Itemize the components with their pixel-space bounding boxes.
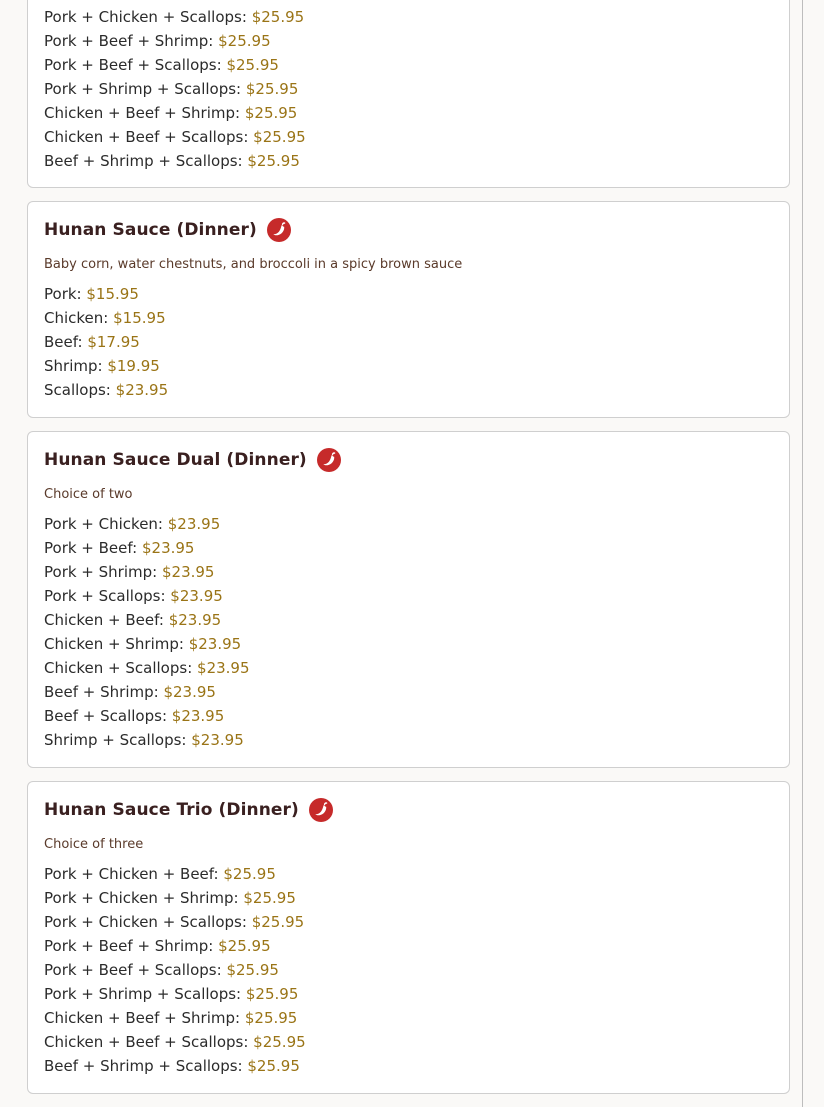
price-list [44,282,168,402]
price-list [44,512,250,752]
menu-item-label: Pork + Beef + Scallops: [44,961,222,979]
menu-item-price: $23.95 [170,587,223,605]
menu-item-price: $15.95 [113,309,166,327]
card-title: Hunan Sauce (Dinner) [44,220,257,240]
menu-item-label: Beef + Shrimp: [44,683,159,701]
menu-item-label: Chicken + Beef + Scallops: [44,128,249,146]
menu-item-price: $25.95 [226,961,279,979]
menu-item-label: Pork + Beef + Shrimp: [44,32,214,50]
menu-item [44,282,168,306]
menu-item [44,982,306,1006]
menu-item [44,354,168,378]
card-description: Choice of two [44,487,133,502]
menu-item-label: Chicken + Beef + Shrimp: [44,104,241,122]
menu-item-label: Chicken + Scallops: [44,659,193,677]
menu-item-label: Pork + Chicken: [44,515,163,533]
card-header [44,217,291,243]
menu-item-label: Pork + Shrimp + Scallops: [44,985,242,1003]
menu-item-price: $25.95 [244,104,298,122]
menu-item [44,536,250,560]
menu-item [44,608,250,632]
menu-item [44,862,306,886]
menu-item [44,330,168,354]
menu-item [44,101,306,125]
menu-item-price: $25.95 [244,1009,298,1027]
chili-pepper-icon [309,798,333,822]
menu-item-price: $23.95 [197,659,250,677]
menu-item [44,1054,306,1078]
card-header [44,447,341,473]
menu-item-price: $23.95 [167,515,221,533]
menu-item-price: $25.95 [218,32,271,50]
menu-item [44,5,306,29]
card-header [44,797,333,823]
menu-card-hunan-sauce [27,201,790,418]
menu-item-label: Pork + Chicken + Scallops: [44,8,247,26]
menu-item-label: Pork + Shrimp + Scallops: [44,80,242,98]
menu-item-label: Chicken + Shrimp: [44,635,184,653]
menu-item-label: Shrimp: [44,357,103,375]
menu-item-price: $25.95 [247,1057,300,1075]
menu-item-label: Pork + Beef + Scallops: [44,56,222,74]
menu-item-label: Pork + Chicken + Shrimp: [44,889,239,907]
menu-item-label: Pork + Chicken + Scallops: [44,913,247,931]
menu-item [44,1030,306,1054]
chili-pepper-icon [317,448,341,472]
menu-item [44,125,306,149]
menu-item-price: $25.95 [218,937,271,955]
menu-item [44,378,168,402]
menu-item-label: Beef + Scallops: [44,707,167,725]
menu-item-price: $25.95 [245,80,299,98]
scroll-divider [802,0,803,1107]
menu-item-label: Beef + Shrimp + Scallops: [44,1057,243,1075]
card-description: Baby corn, water chestnuts, and broccoli in a spicy brown sauce [44,257,463,272]
menu-item-price: $25.95 [245,985,299,1003]
menu-item-label: Chicken + Beef + Shrimp: [44,1009,241,1027]
menu-item [44,656,250,680]
menu-card-previous-trio [27,0,790,188]
menu-item [44,149,306,173]
menu-item-label: Beef: [44,333,83,351]
menu-item-price: $25.95 [253,1033,306,1051]
menu-item-price: $23.95 [161,563,215,581]
menu-item-label: Pork + Chicken + Beef: [44,865,219,883]
menu-card-hunan-sauce-dual [27,431,790,768]
menu-item-label: Pork + Beef: [44,539,138,557]
menu-item-price: $23.95 [141,539,195,557]
menu-item-label: Chicken + Beef: [44,611,164,629]
menu-item-price: $17.95 [87,333,140,351]
menu-item-label: Chicken: [44,309,109,327]
menu-item-label: Pork: [44,285,82,303]
menu-item [44,29,306,53]
menu-item [44,512,250,536]
card-title: Hunan Sauce Trio (Dinner) [44,800,299,820]
menu-item-price: $23.95 [171,707,225,725]
menu-item [44,680,250,704]
menu-item [44,632,250,656]
menu-item-price: $23.95 [163,683,216,701]
menu-item-label: Chicken + Beef + Scallops: [44,1033,249,1051]
menu-item [44,560,250,584]
menu-item [44,306,168,330]
menu-item [44,53,306,77]
menu-item-price: $15.95 [86,285,139,303]
menu-item-price: $23.95 [188,635,242,653]
menu-item-price: $23.95 [168,611,222,629]
card-description: Choice of three [44,837,144,852]
menu-card-hunan-sauce-trio [27,781,790,1094]
menu-item [44,910,306,934]
menu-item [44,958,306,982]
menu-item-price: $25.95 [223,865,276,883]
menu-item [44,934,306,958]
menu-item-label: Shrimp + Scallops: [44,731,187,749]
menu-item-price: $25.95 [226,56,279,74]
menu-item-price: $23.95 [115,381,169,399]
menu-item-label: Pork + Beef + Shrimp: [44,937,214,955]
menu-item-price: $25.95 [247,152,300,170]
price-list [44,5,306,173]
menu-item [44,77,306,101]
menu-item [44,886,306,910]
menu-item-price: $25.95 [251,913,305,931]
menu-item-label: Pork + Shrimp: [44,563,158,581]
menu-item-price: $23.95 [191,731,244,749]
menu-item [44,728,250,752]
card-title: Hunan Sauce Dual (Dinner) [44,450,307,470]
menu-item-price: $25.95 [253,128,306,146]
menu-item-label: Pork + Scallops: [44,587,166,605]
chili-pepper-icon [267,218,291,242]
menu-item-price: $25.95 [251,8,305,26]
menu-item-price: $25.95 [243,889,296,907]
menu-item-label: Beef + Shrimp + Scallops: [44,152,243,170]
menu-item [44,1006,306,1030]
menu-item [44,704,250,728]
menu-item-price: $19.95 [107,357,160,375]
menu-item [44,584,250,608]
price-list [44,862,306,1078]
menu-item-label: Scallops: [44,381,111,399]
